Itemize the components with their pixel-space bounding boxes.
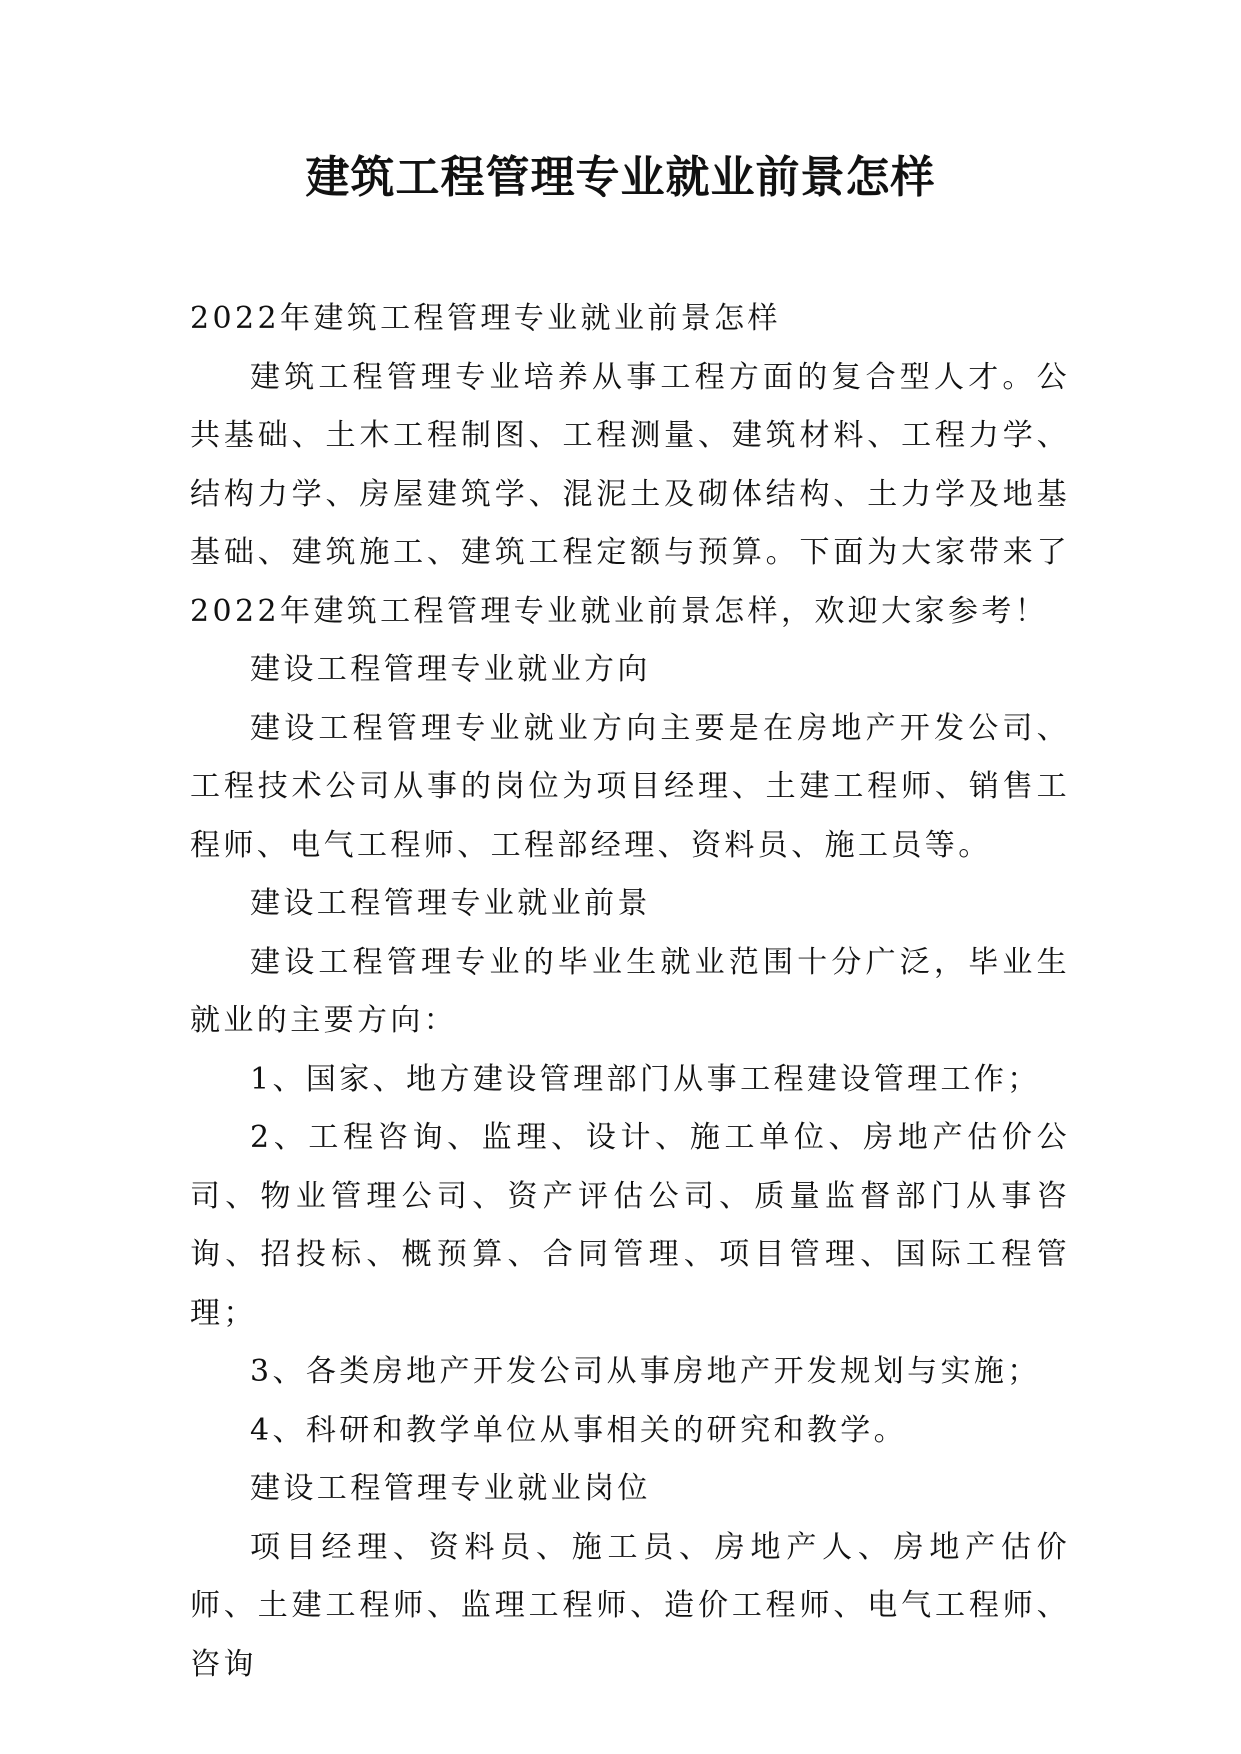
paragraph-direction: 建设工程管理专业就业方向主要是在房地产开发公司、工程技术公司从事的岗位为项目经理、土建工程师、销售工程师、电气工程师、工程部经理、资料员、施工员等。 <box>190 710 1070 863</box>
paragraph-intro: 建筑工程管理专业培养从事工程方面的复合型人才。公共基础、土木工程制图、工程测量、建筑材料、工程力学、结构力学、房屋建筑学、混泥土及砌体结构、土力学及地基基础、建筑施工、建筑工程定额与预算。下面为大家带来了2022年建筑工程管理专业就业前景怎样，欢迎大家参考！ <box>190 359 1070 629</box>
paragraph-prospects: 建设工程管理专业的毕业生就业范围十分广泛，毕业生就业的主要方向： <box>190 944 1070 1038</box>
section-heading-direction: 建设工程管理专业就业方向 <box>250 652 651 687</box>
list-item-3: 3、各类房地产开发公司从事房地产开发规划与实施； <box>250 1354 1041 1389</box>
paragraph-positions: 项目经理、资料员、施工员、房地产人、房地产估价师、土建工程师、监理工程师、造价工程师、电气工程师、咨询 <box>190 1529 1070 1682</box>
section-heading-positions: 建设工程管理专业就业岗位 <box>250 1471 651 1506</box>
section-heading-prospects: 建设工程管理专业就业前景 <box>250 886 651 921</box>
document-body <box>190 290 1070 1694</box>
list-item-4: 4、科研和教学单位从事相关的研究和教学。 <box>250 1412 908 1448</box>
document-title: 建筑工程管理专业就业前景怎样 <box>305 152 936 203</box>
list-item-1: 1、国家、地方建设管理部门从事工程建设管理工作； <box>250 1061 1041 1097</box>
list-item-2: 2、工程咨询、监理、设计、施工单位、房地产估价公司、物业管理公司、资产评估公司、质量监督部门从事咨询、招投标、概预算、合同管理、项目管理、国际工程管理； <box>190 1120 1070 1331</box>
paragraph-intro-heading: 2022年建筑工程管理专业就业前景怎样 <box>190 301 781 336</box>
